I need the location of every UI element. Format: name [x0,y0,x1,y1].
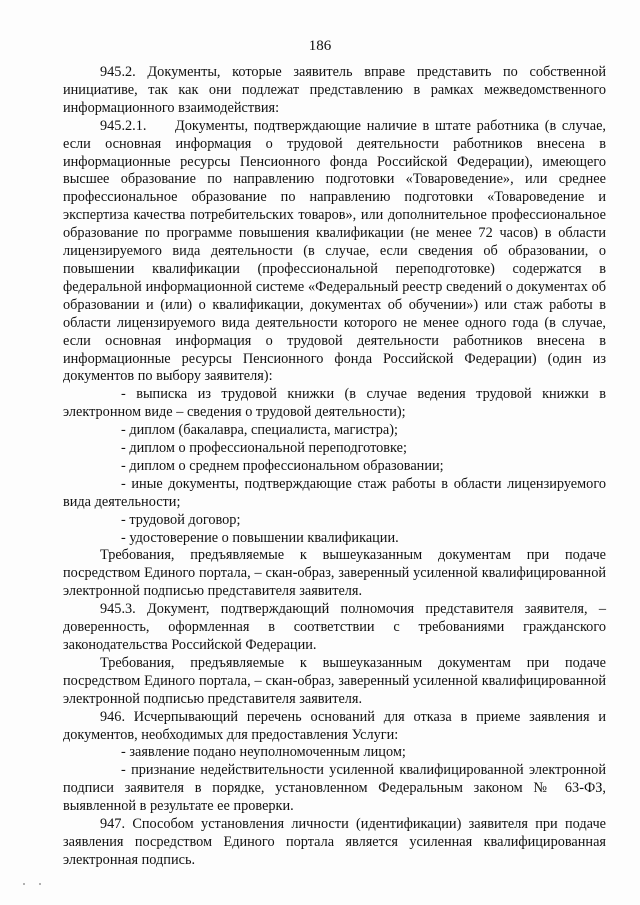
paragraph: 945.2.1. Документы, подтверждающие наличие в штате работника (в случае, если основная информация о трудовой деятельности работников внесена в информационные ресурсы Пенсионного фонда Российской Федерации), имеющего высшее образование по направлению подготовки «Товароведение», или среднее профессиональное образование по направлению подготовки «Товароведение и экспертиза качества потребительских товаров», или дополнительное профессиональное образование по программе повышения квалификации (не менее 72 часов) в области лицензируемого вида деятельности (в случае, если сведения об образовании, о повышении квалификации (профессиональной переподготовке) содержатся в федеральной информационной системе «Федеральный реестр сведений о документах об образовании и (или) о квалификации, документах об обучении») или стаж работы в области лицензируемого вида деятельности которого не менее одного года (в случае, если основная информация о трудовой деятельности работников внесена в информационные ресурсы Пенсионного фонда Российской Федерации) (один из документов по выбору заявителя): [63,117,606,385]
list-item: - иные документы, подтверждающие стаж работы в области лицензируемого вида деятельности; [63,475,606,510]
list-item: - заявление подано неуполномоченным лицом; [121,744,406,761]
list-item: - диплом о профессиональной переподготовке; [121,440,407,457]
scan-speck [23,883,25,885]
scan-speck [39,883,41,885]
list-item: - удостоверение о повышении квалификации. [121,529,399,546]
list-item: - выписка из трудовой книжки (в случае ведения трудовой книжки в электронном виде – сведения о трудовой деятельности); [63,386,606,421]
paragraph: Требования, предъявляемые к вышеуказанным документам при подаче посредством Единого портала, – скан-образ, заверенный усиленной квалифицированной электронной подписью представителя заявителя. [63,547,606,600]
list-item: - признание недействительности усиленной квалифицированной электронной подписи заявителя в порядке, установленном Федеральным законом № 63-ФЗ, выявленной в результате ее проверки. [63,762,606,815]
paragraph: 946. Исчерпывающий перечень оснований для отказа в приеме заявления и документов, необходимых для предоставления Услуги: [63,708,606,743]
list-item: - диплом о среднем профессиональном образовании; [121,457,444,474]
paragraph: 945.3. Документ, подтверждающий полномочия представителя заявителя, – доверенность, оформленная в соответствии с требованиями гражданского законодательства Российской Федерации. [63,601,606,653]
list-item: - трудовой договор; [121,511,241,528]
paragraph: Требования, предъявляемые к вышеуказанным документам при подаче посредством Единого портала, – скан-образ, заверенный усиленной квалифицированной электронной подписью представителя заявителя. [63,654,606,707]
document-body [63,64,606,870]
page-number: 186 [308,38,332,54]
paragraph: 945.2. Документы, которые заявитель вправе представить по собственной инициативе, так как они подлежат представлению в рамках межведомственного информационного взаимодействия: [63,64,606,116]
list-item: - диплом (бакалавра, специалиста, магистра); [121,422,398,439]
paragraph: 947. Способом установления личности (идентификации) заявителя при подаче заявления посредством Единого портала является усиленная квалифицированная электронная подпись. [63,816,606,868]
